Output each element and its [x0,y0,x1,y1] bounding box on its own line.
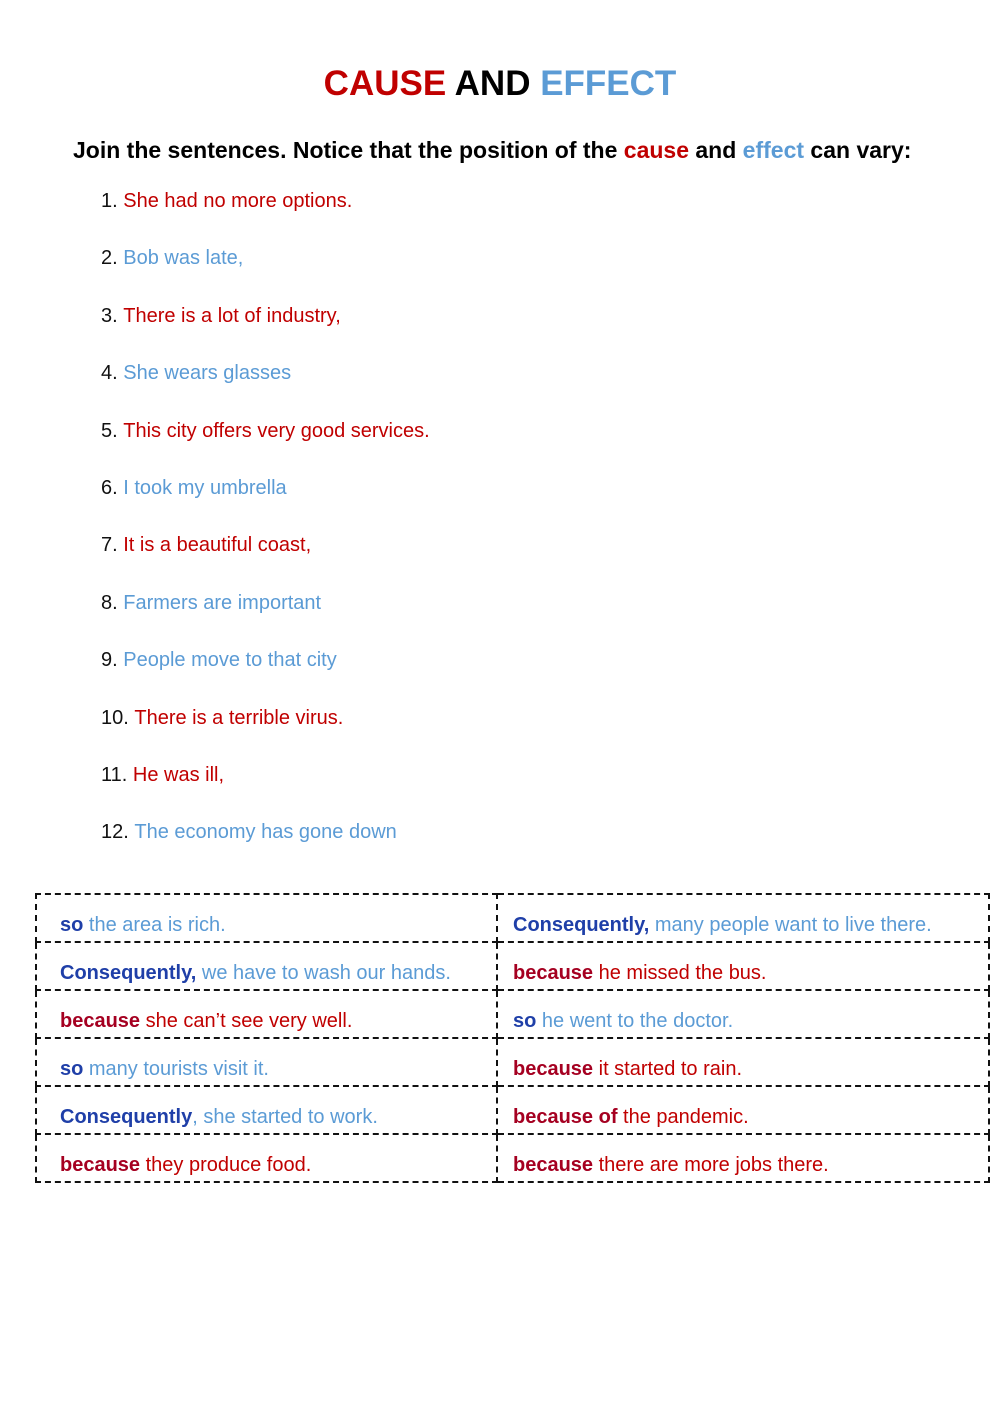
ending-card[interactable] [497,1038,989,1086]
sentence-text: This city offers very good services. [123,419,430,442]
endings-row [36,1086,989,1134]
endings-row [36,894,989,942]
ending-card[interactable] [497,942,989,990]
sentence-number: 9. [101,649,118,672]
sentence-number: 2. [101,247,118,270]
page-title [0,62,1000,106]
ending-connector: so [513,1010,537,1032]
sentence-number: 5. [101,419,118,442]
ending-connector: so [60,914,84,936]
title-effect: EFFECT [540,64,677,103]
ending-text: many people want to live there. [649,914,932,936]
ending-text: , she started to work. [192,1106,378,1128]
sentence-item [101,416,430,473]
sentence-item [101,243,430,300]
instructions-cause: cause [623,137,689,163]
sentence-item [101,473,430,530]
instructions-middle: and [689,137,743,163]
ending-connector: because [60,1010,141,1032]
ending-card[interactable] [497,1134,989,1182]
sentence-number: 8. [101,591,118,614]
sentence-text: She wears glasses [123,362,292,385]
ending-text: they produce food. [140,1154,312,1176]
instructions [73,134,953,166]
sentence-text: I took my umbrella [123,476,287,499]
sentence-text: Bob was late, [123,247,244,270]
ending-card[interactable] [36,990,497,1038]
endings-table [35,893,990,1183]
instructions-after: can vary: [804,137,912,163]
ending-text: he missed the bus. [593,962,767,984]
ending-card[interactable] [36,942,497,990]
sentence-item [101,186,430,243]
sentence-number: 4. [101,362,118,385]
sentence-item [101,645,430,702]
ending-card[interactable] [497,1086,989,1134]
sentence-text: The economy has gone down [134,821,397,844]
endings-row [36,1134,989,1182]
endings-row [36,1038,989,1086]
ending-connector: because of [513,1106,618,1128]
ending-text: the area is rich. [83,914,226,936]
sentence-item [101,358,430,415]
sentence-item [101,760,430,817]
ending-card[interactable] [36,1038,497,1086]
sentence-number: 3. [101,304,118,327]
sentence-text: People move to that city [123,649,337,672]
sentence-text: There is a terrible virus. [134,706,344,729]
title-cause: CAUSE [323,64,447,103]
ending-text: there are more jobs there. [593,1154,829,1176]
ending-text: it started to rain. [593,1058,743,1080]
sentence-item [101,301,430,358]
ending-card[interactable] [36,1134,497,1182]
sentence-number: 1. [101,190,118,212]
endings-row [36,990,989,1038]
sentence-text: She had no more options. [123,190,353,212]
sentence-text: Farmers are important [123,591,322,614]
sentence-number: 7. [101,534,118,557]
ending-text: many tourists visit it. [83,1058,269,1080]
instructions-before: Join the sentences. Notice that the position of the [73,137,624,163]
sentence-text: He was ill, [132,763,225,786]
sentence-number: 6. [101,476,118,499]
ending-text: she can’t see very well. [140,1010,353,1032]
ending-text: we have to wash our hands. [196,962,451,984]
sentence-item [101,703,430,760]
ending-connector: so [60,1058,84,1080]
ending-connector: Consequently, [513,914,650,936]
sentence-text: There is a lot of industry, [123,304,341,327]
ending-text: the pandemic. [617,1106,749,1128]
sentence-list [101,186,430,875]
sentence-number: 12. [101,821,129,844]
endings-row [36,942,989,990]
ending-connector: because [513,1154,594,1176]
sentence-number: 11. [101,763,128,786]
ending-connector: Consequently [60,1106,193,1128]
ending-card[interactable] [497,990,989,1038]
ending-connector: Consequently, [60,962,197,984]
ending-card[interactable] [36,1086,497,1134]
ending-card[interactable] [497,894,989,942]
ending-card[interactable] [36,894,497,942]
instructions-effect: effect [742,137,805,163]
ending-connector: because [60,1154,141,1176]
sentence-text: It is a beautiful coast, [123,534,312,557]
sentence-item [101,817,430,874]
ending-text: he went to the doctor. [536,1010,734,1032]
title-and: AND [454,64,531,103]
sentence-item [101,530,430,587]
ending-connector: because [513,962,594,984]
sentence-item [101,588,430,645]
sentence-number: 10. [101,706,129,729]
ending-connector: because [513,1058,594,1080]
